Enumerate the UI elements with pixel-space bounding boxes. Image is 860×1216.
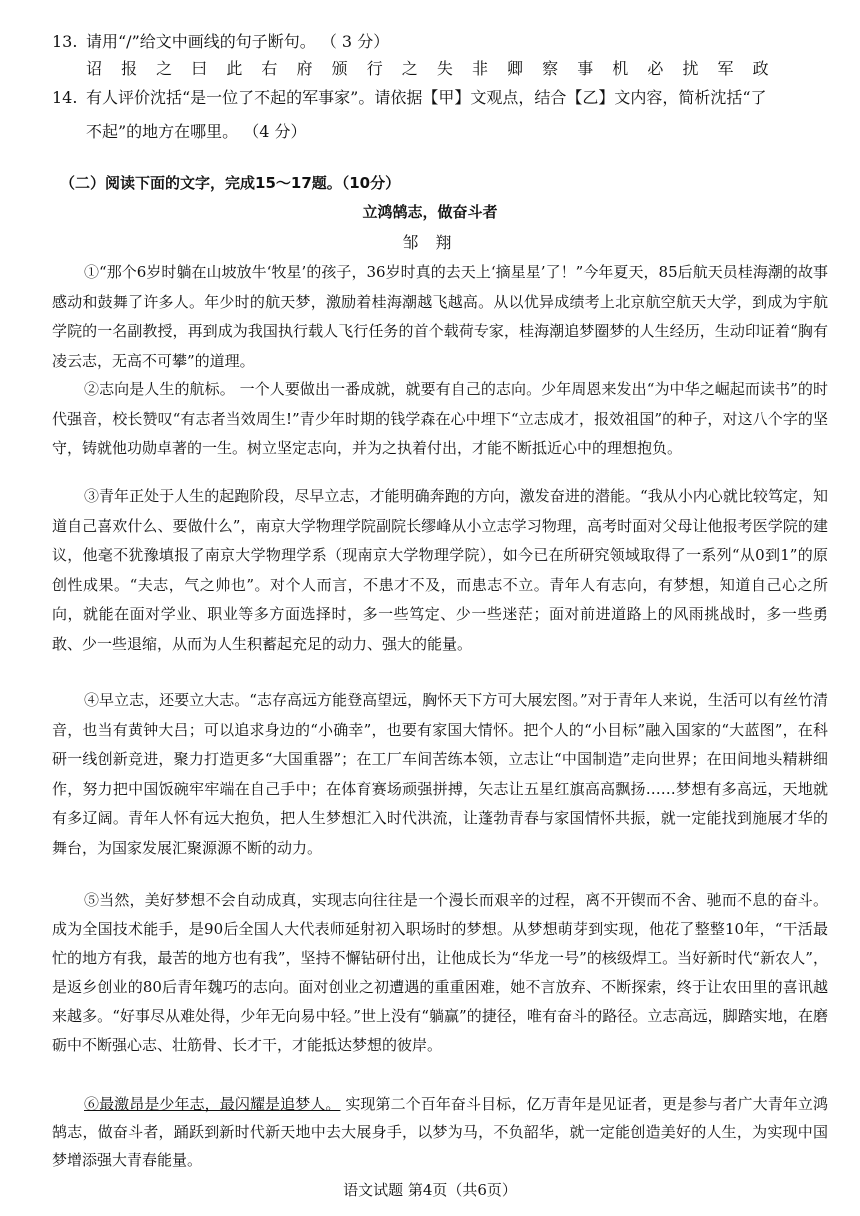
paragraph-4: ④早立志，还要立大志。“志存高远方能登高望远，胸怀天下方可大展宏图。”对于青年人来说，生活可以有丝竹清音，也当有黄钟大吕；可以追求身边的“小确幸”，也要有家国大情怀。把个人的“小目标”融入国家的“大蓝图”，在科研一线创新竞进，聚力打造更多“大国重器”；在工厂车间苦练本领，立志让“中国制造”走向世界；在田间地头精耕细作，努力把中国饭碗牢牢端在自己手中；在体育赛场顽强拼搏，矢志让五星红旗高高飘扬……梦想有多高远，天地就有多辽阔。青年人怀有远大抱负，把人生梦想汇入时代洪流，让蓬勃青春与家国情怀共振，就一定能找到施展才华的舞台，为国家发展汇聚源源不断的动力。 xyxy=(52,691,828,857)
underlined-sentence: ⑥最激昂是少年志，最闪耀是追梦人。 xyxy=(84,1095,341,1113)
article-title: 立鸿鹄志，做奋斗者 xyxy=(362,203,498,221)
question-13-text: 请用“/”给文中画线的句子断句。 （ 3 分） xyxy=(86,32,390,51)
question-13-passage: 诏 报 之 曰 此 右 府 颁 行 之 失 非 卿 察 事 机 必 扰 军 政 xyxy=(86,59,776,78)
paragraph-6-rest: 实现第二个百年奋斗目标，亿万青年是见证者，更是参与者广大青年立鸿鹄志，做奋斗者，踊跃到新时代新天地中去大展身手，以梦为马，不负韶华，就一定能创造美好的人生，为实现中国梦增添强大青春能量。 xyxy=(52,1095,828,1169)
paragraph-6 xyxy=(52,1090,828,1174)
question-13 xyxy=(52,28,389,56)
page-footer: 语文试题 第4页（共6页） xyxy=(343,1181,517,1199)
section-heading: （二）阅读下面的文字，完成15～17题。（10分） xyxy=(60,174,401,192)
paragraph-2: ②志向是人生的航标。 一个人要做出一番成就，就要有自己的志向。少年周恩来发出“为中华之崛起而读书”的时代强音，校长赞叹“有志者当效周生!”青少年时期的钱学森在心中埋下“立志成才，报效祖国”的种子，对这八个字的坚守，铸就他功勋卓著的一生。树立坚定志向，并为之执着付出，才能不断抵近心中的理想抱负。 xyxy=(52,380,828,457)
question-14 xyxy=(52,84,832,146)
paragraph-3: ③青年正处于人生的起跑阶段，尽早立志，才能明确奔跑的方向，激发奋进的潜能。“我从小内心就比较笃定，知道自己喜欢什么、要做什么”，南京大学物理学院副院长缪峰从小立志学习物理，高考时面对父母让他报考医学院的建议，他毫不犹豫填报了南京大学物理学系（现南京大学物理学院），如今已在所研究领域取得了一系列“从0到1”的原创性成果。“夫志，气之帅也”。对个人而言，不患才不及，而患志不立。青年人有志向，有梦想，知道自己心之所向，就能在面对学业、职业等多方面选择时，多一些笃定、少一些迷茫；面对前进道路上的风雨挑战时，多一些勇敢、少一些退缩，从而为人生积蓄起充足的动力、强大的能量。 xyxy=(52,487,828,653)
question-13-number: 13. xyxy=(52,32,78,51)
question-14-continuation: 不起”的地方在哪里。 （4 分） xyxy=(86,122,307,141)
question-14-text: 有人评价沈括“是一位了不起的军事家”。请依据【甲】文观点，结合【乙】文内容，简析沈括“了 xyxy=(86,88,767,107)
paragraph-5: ⑤当然，美好梦想不会自动成真，实现志向往往是一个漫长而艰辛的过程，离不开锲而不舍、驰而不息的奋斗。成为全国技术能手，是90后全国人大代表师延射初入职场时的梦想。从梦想萌芽到实现，他花了整整10年，“干活最忙的地方有我，最苦的地方也有我”，坚持不懈钻研付出，让他成长为“华龙一号”的核级焊工。当好新时代“新农人”，是返乡创业的80后青年魏巧的志向。面对创业之初遭遇的重重困难，她不言放弃、不断探索，终于让农田里的喜讯越来越多。“好事尽从难处得，少年无向易中轻。”世上没有“躺赢”的捷径，唯有奋斗的路径。立志高远，脚踏实地，在磨砺中不断强心志、壮筋骨、长才干，才能抵达梦想的彼岸。 xyxy=(52,891,828,1054)
paragraph-1: ①“那个6岁时躺在山坡放牛‘牧星’的孩子，36岁时真的去天上‘摘星星’了！”今年夏天，85后航天员桂海潮的故事感动和鼓舞了许多人。年少时的航天梦，激励着桂海潮越飞越高。从以优异成绩考上北京航空航天大学，到成为宇航学院的一名副教授，再到成为我国执行载人飞行任务的首个载荷专家，桂海潮追梦圈梦的人生经历，生动印证着“胸有凌云志，无高不可攀”的道理。 xyxy=(52,263,828,370)
article-author: 邹 翔 xyxy=(402,233,458,252)
question-14-number: 14. xyxy=(52,88,78,107)
